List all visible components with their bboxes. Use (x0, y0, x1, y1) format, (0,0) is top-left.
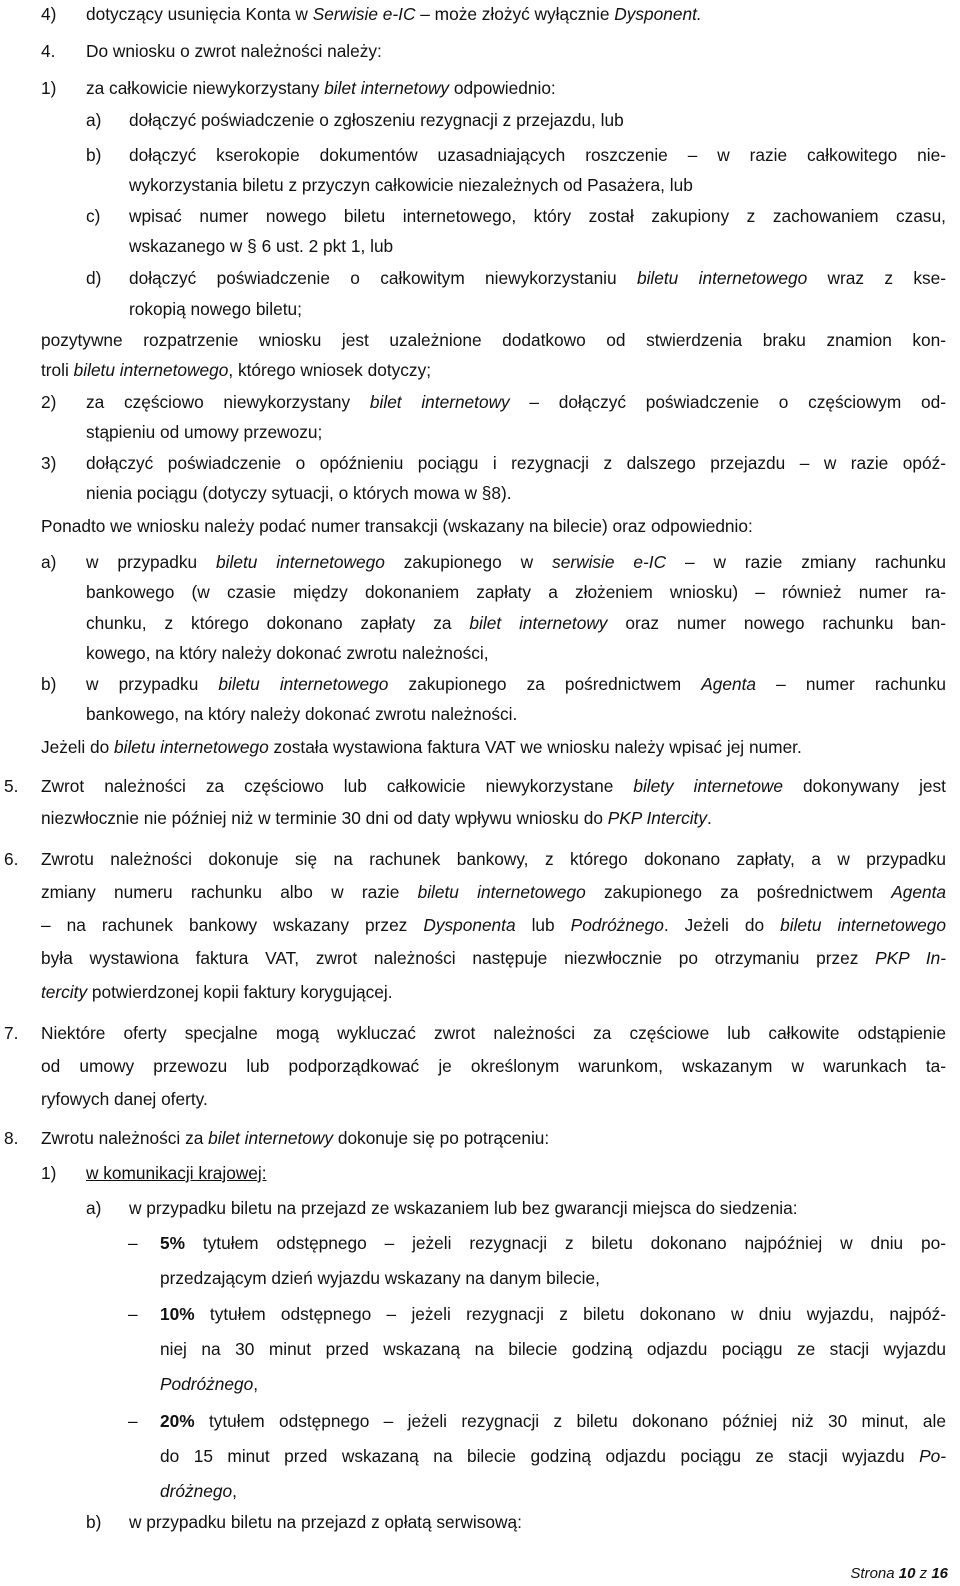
text-run: dołączyć poświadczenie o opóźnieniu pociągu i rezygnacji z dalszego przejazdu – w razie opóź- (86, 453, 946, 473)
text-run: wykorzystania biletu z przyczyn całkowicie niezależnych od Pasażera, lub (129, 175, 693, 195)
text-line (160, 1479, 946, 1503)
text-run: nienia pociągu (dotyczy sytuacji, o których mowa w §8). (86, 483, 512, 503)
text-line (129, 1510, 946, 1534)
text-run: dotyczący usunięcia Konta w (86, 4, 313, 24)
text-run: zmiany numeru rachunku albo w razie (41, 882, 418, 902)
text-run: w przypadku biletu na przejazd z opłatą serwisową: (129, 1512, 522, 1532)
text-run: serwisie e-IC (552, 552, 667, 572)
list-marker: b) (41, 674, 57, 694)
text-run: oraz numer nowego rachunku ban- (607, 613, 946, 633)
text-run: w komunikacji krajowej: (86, 1163, 267, 1183)
text-run: do 15 minut przed wskazaną na bilecie godziną odjazdu pociągu ze stacji wyjazdu (160, 1446, 920, 1466)
page-number (850, 1562, 948, 1586)
text-run: – może złożyć wyłącznie (415, 4, 615, 24)
text-run: dołączyć poświadczenie o całkowitym niewykorzystaniu (129, 268, 637, 288)
text-run: od umowy przewozu lub podporządkować je określonym warunkom, wskazanym w warunkach ta- (41, 1056, 946, 1076)
text-run: dołączyć kserokopie dokumentów uzasadniających roszczenie – w razie całkowitego nie- (129, 145, 946, 165)
list-marker: a) (41, 552, 57, 572)
text-run: Zwrotu należności dokonuje się na rachunek bankowy, z którego dokonano zapłaty, a w przypadku (41, 849, 946, 869)
text-run: Jeżeli do (41, 737, 115, 757)
text-run: niezwłocznie nie później niż w terminie 30 dni od daty wpływu wniosku do (41, 808, 608, 828)
text-run: tytułem odstępnego – jeżeli rezygnacji z biletu dokonano w dniu wyjazdu, najpóź- (194, 1304, 946, 1324)
list-marker: 7. (4, 1023, 19, 1043)
list-marker: 2) (41, 392, 57, 412)
text-run: Podróżnego (570, 915, 664, 935)
text-run: dokonywany jest (783, 776, 946, 796)
page-number-label: Strona (850, 1565, 899, 1582)
text-run: biletu internetowego (780, 915, 947, 935)
text-run: 20% (160, 1411, 195, 1431)
text-line (86, 641, 886, 665)
text-run: Niektóre oferty specjalne mogą wykluczać zwrot należności za częściowe lub całkowite odstąpienie (41, 1023, 946, 1043)
text-run: zakupionego za pośrednictwem (388, 674, 702, 694)
text-line (41, 946, 946, 970)
text-line (86, 672, 946, 696)
text-line (41, 913, 946, 937)
text-line (86, 481, 886, 505)
text-run: ryfowych danej oferty. (41, 1089, 208, 1109)
text-line (129, 204, 946, 228)
text-line (41, 1021, 946, 1045)
text-run: Zwrot należności za częściowo lub całkowicie niewykorzystane (41, 776, 634, 796)
text-run: Zwrotu należności za (41, 1128, 209, 1148)
text-run: była wystawiona faktura VAT, zwrot należności następuje niezwłocznie po otrzymaniu przez (41, 948, 876, 968)
text-run: dołączyć poświadczenie o zgłoszeniu rezygnacji z przejazdu, lub (129, 110, 624, 130)
text-line (160, 1302, 946, 1326)
text-run: bilet internetowy (208, 1128, 334, 1148)
text-run: , którego wniosek dotyczy; (228, 360, 432, 380)
text-run: przedzającym dzień wyjazdu wskazany na danym bilecie, (160, 1268, 600, 1288)
text-run: lub (515, 915, 571, 935)
text-line (86, 2, 886, 26)
list-marker: b) (86, 1512, 102, 1532)
text-run: . (707, 808, 712, 828)
text-line (160, 1266, 946, 1290)
text-run: wskazanego w § 6 ust. 2 pkt 1, lub (129, 236, 394, 256)
text-line (129, 1196, 946, 1220)
text-run: biletu internetowego (216, 552, 385, 572)
text-run: , (232, 1481, 237, 1501)
text-line (41, 847, 946, 871)
list-marker: 1) (41, 78, 57, 98)
list-marker: c) (86, 206, 101, 226)
text-line (41, 328, 946, 352)
text-line (86, 39, 886, 63)
text-line (86, 580, 946, 604)
list-marker: 6. (4, 849, 19, 869)
text-run: biletu internetowego (218, 674, 389, 694)
text-line (86, 611, 946, 635)
text-run: zakupionego w (384, 552, 553, 572)
text-run: Do wniosku o zwrot należności należy: (86, 41, 382, 61)
list-marker: 5. (4, 776, 19, 796)
text-run: tytułem odstępnego – jeżeli rezygnacji z biletu dokonano najpóźniej w dniu po- (184, 1233, 946, 1253)
text-run: Agenta (891, 882, 947, 902)
text-run: – na rachunek bankowy wskazany przez (41, 915, 424, 935)
text-run: Dysponent. (614, 4, 702, 24)
text-run: dróżnego (160, 1481, 233, 1501)
text-run: PKP Intercity (607, 808, 707, 828)
list-marker: b) (86, 145, 102, 165)
text-line (129, 266, 946, 290)
text-run: potwierdzonej kopii faktury korygującej. (87, 982, 393, 1002)
page-number-total: 16 (931, 1565, 948, 1582)
list-marker: – (128, 1304, 138, 1324)
text-run: w przypadku (86, 552, 217, 572)
list-marker: 4. (41, 41, 56, 61)
text-run: niej na 30 minut przed wskazaną na bilecie godziną odjazdu pociągu ze stacji wyjazdu (160, 1339, 946, 1359)
text-line (41, 880, 946, 904)
text-line (160, 1409, 946, 1433)
text-line (129, 108, 929, 132)
text-run: 10% (160, 1304, 195, 1324)
text-run: biletu internetowego (417, 882, 586, 902)
text-run: wraz z kse- (807, 268, 946, 288)
list-marker: – (128, 1233, 138, 1253)
text-run: , (253, 1374, 259, 1394)
text-line (160, 1337, 946, 1361)
text-run: . Jeżeli do (663, 915, 781, 935)
text-run: za całkowicie niewykorzystany (86, 78, 325, 98)
text-run: Serwisie e-IC (312, 4, 416, 24)
text-line (160, 1372, 946, 1396)
text-run: biletu internetowego (114, 737, 269, 757)
text-line (41, 980, 946, 1004)
text-run: w przypadku (86, 674, 219, 694)
text-run: w przypadku biletu na przejazd ze wskazaniem lub bez gwarancji miejsca do siedzenia: (129, 1198, 798, 1218)
text-line (41, 1054, 946, 1078)
text-run: rokopią nowego biletu; (129, 299, 302, 319)
text-line (86, 1161, 886, 1185)
text-run: kowego, na który należy dokonać zwrotu należności, (86, 643, 489, 663)
text-run: Po- (919, 1446, 946, 1466)
text-run: Dysponenta (423, 915, 516, 935)
text-run: – dołączyć poświadczenie o częściowym od- (509, 392, 946, 412)
text-run: pozytywne rozpatrzenie wniosku jest uzależnione dodatkowo od stwierdzenia braku znamion kon- (41, 330, 946, 350)
text-line (129, 143, 946, 167)
list-marker: 3) (41, 453, 57, 473)
text-line (41, 514, 946, 538)
text-run: – numer rachunku (756, 674, 946, 694)
text-run: biletu internetowego (636, 268, 808, 288)
list-marker: a) (86, 110, 102, 130)
text-line (41, 1087, 946, 1111)
text-line (129, 234, 929, 258)
text-run: bilety internetowe (633, 776, 784, 796)
list-marker: 8. (4, 1128, 19, 1148)
text-line (41, 1126, 946, 1150)
text-run: Agenta (701, 674, 757, 694)
list-marker: a) (86, 1198, 102, 1218)
text-run: Ponadto we wniosku należy podać numer transakcji (wskazany na bilecie) oraz odpowiednio: (41, 516, 753, 536)
list-marker: – (128, 1411, 138, 1431)
text-line (86, 390, 946, 414)
text-run: tytułem odstępnego – jeżeli rezygnacji z biletu dokonano później niż 30 minut, ale (194, 1411, 946, 1431)
text-run: bankowego, na który należy dokonać zwrotu należności. (86, 704, 518, 724)
text-line (86, 76, 886, 100)
text-run: troli (41, 360, 74, 380)
text-run: bilet internetowy (324, 78, 450, 98)
text-line (41, 358, 841, 382)
text-line (86, 702, 886, 726)
text-run: 5% (160, 1233, 185, 1253)
text-run: bankowego (w czasie między dokonaniem zapłaty a złożeniem wniosku) – również numer ra- (86, 582, 946, 602)
list-marker: 1) (41, 1163, 57, 1183)
text-run: odpowiednio: (449, 78, 556, 98)
text-run: stąpieniu od umowy przewozu; (86, 422, 323, 442)
text-line (86, 420, 886, 444)
text-run: PKP In- (875, 948, 946, 968)
text-line (86, 451, 946, 475)
text-run: chunku, z którego dokonano zapłaty za (86, 613, 470, 633)
text-run: za częściowo niewykorzystany (86, 392, 370, 412)
page-number-current: 10 (898, 1565, 916, 1582)
text-run: bilet internetowy (369, 392, 510, 412)
text-run: biletu internetowego (73, 360, 229, 380)
text-run: dokonuje się po potrąceniu: (333, 1128, 550, 1148)
list-marker: d) (86, 268, 102, 288)
text-line (41, 806, 946, 830)
page-number-separator: z (915, 1565, 932, 1582)
text-run: tercity (41, 982, 88, 1002)
text-line (41, 735, 946, 759)
text-line (41, 774, 946, 798)
text-run: zakupionego za pośrednictwem (585, 882, 892, 902)
text-run: – w razie zmiany rachunku (666, 552, 946, 572)
text-line (86, 550, 946, 574)
text-run: Podróżnego (160, 1374, 254, 1394)
text-run: została wystawiona faktura VAT we wniosku należy wpisać jej numer. (268, 737, 802, 757)
list-marker: 4) (41, 4, 57, 24)
text-line (129, 297, 929, 321)
text-run: bilet internetowy (469, 613, 608, 633)
text-run: wpisać numer nowego biletu internetowego, który został zakupiony z zachowaniem czasu, (129, 206, 946, 226)
text-line (160, 1444, 946, 1468)
text-line (129, 173, 929, 197)
text-line (160, 1231, 946, 1255)
